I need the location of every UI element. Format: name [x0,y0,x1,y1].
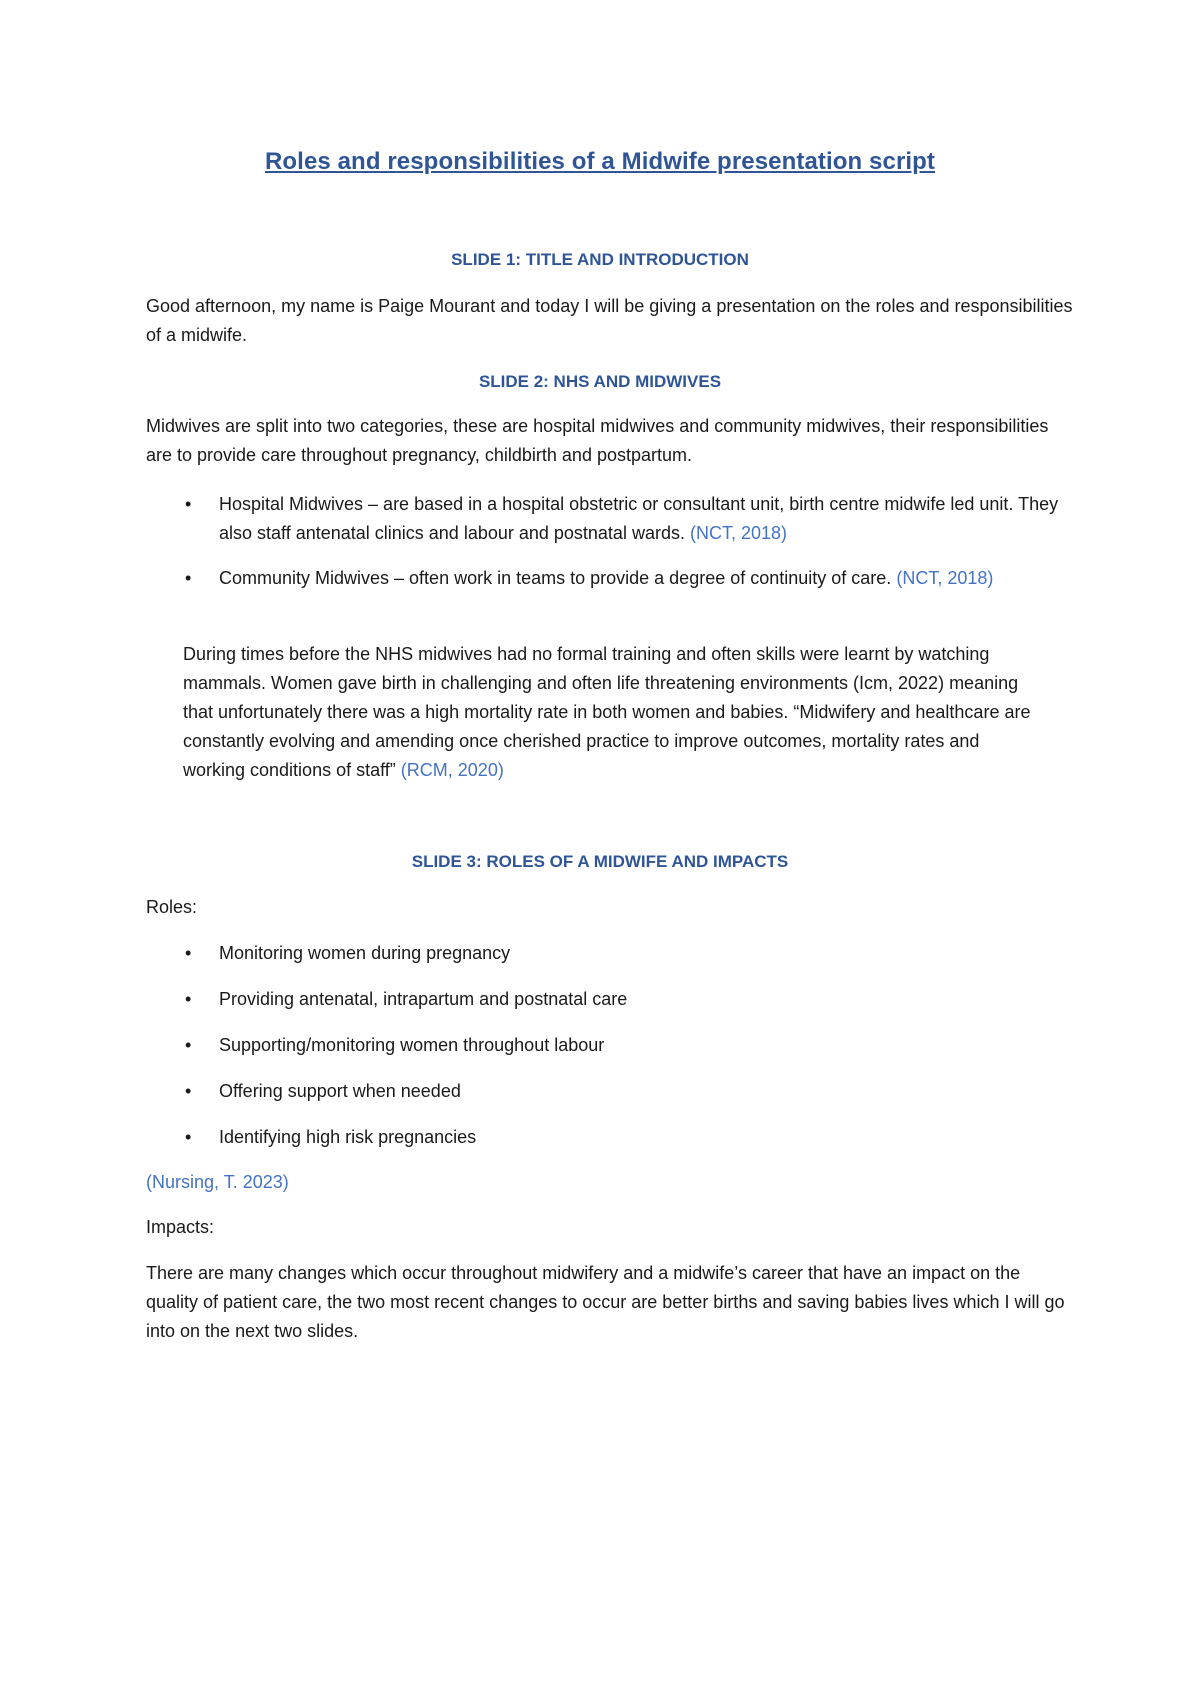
role-text: Supporting/monitoring women throughout labour [219,1035,605,1055]
roles-citation: (Nursing, T. 2023) [146,1172,289,1192]
bullet-body: Community Midwives – often work in teams to provide a degree of continuity of care. [219,568,892,588]
slide2-intro: Midwives are split into two categories, these are hospital midwives and community midwives, their responsibilities are to provide care throughout pregnancy, childbirth and postpartum. [146,416,1049,465]
citation: (NCT, 2018) [689,523,788,543]
bullet-icon: • [185,568,192,588]
document-title: Roles and responsibilities of a Midwife presentation script [264,148,936,175]
slide3-heading: SLIDE 3: ROLES OF A MIDWIFE AND IMPACTS [411,852,789,871]
bullet-icon: • [185,1127,192,1147]
role-text: Identifying high risk pregnancies [219,1127,477,1147]
slide2-heading: SLIDE 2: NHS AND MIDWIVES [478,372,722,391]
bullet-body: Hospital Midwives – are based in a hospital obstetric or consultant unit, birth centre midwife led unit. They also staff antenatal clinics and labour and postnatal wards. [219,494,1059,543]
role-text: Monitoring women during pregnancy [219,943,511,963]
bullet-icon: • [185,1081,192,1101]
bullet-icon: • [185,989,192,1009]
impacts-label: Impacts: [146,1217,215,1237]
bullet-icon: • [185,943,192,963]
citation: (RCM, 2020) [400,760,504,780]
slide1-intro: Good afternoon, my name is Paige Mourant and today I will be giving a presentation on the roles and responsibilities of a midwife. [146,296,1073,345]
role-text: Offering support when needed [219,1081,461,1101]
bullet-text [219,564,1049,593]
slide1-heading: SLIDE 1: TITLE AND INTRODUCTION [451,250,749,269]
citation: (NCT, 2018) [896,568,994,588]
role-text: Providing antenatal, intrapartum and postnatal care [219,989,628,1009]
roles-label: Roles: [146,897,198,917]
bullet-icon: • [185,1035,192,1055]
slide2-history [183,640,1043,785]
bullet-text [219,490,1079,548]
impacts-text: There are many changes which occur throughout midwifery and a midwife’s career that have an impact on the quality of patient care, the two most recent changes to occur are better births and saving babies lives which I will go into on the next two slides. [146,1263,1065,1341]
bullet-icon: • [185,494,192,514]
history-body: During times before the NHS midwives had no formal training and often skills were learnt by watching mammals. Women gave birth in challenging and often life threatening environments (Icm, 2022) meaning that unfortunately there was a high mortality rate in both women and babies. “Midwifery and healthcare are constantly evolving and amending once cherished practice to improve outcomes, mortality rates and working conditions of staff” [183,644,1031,780]
